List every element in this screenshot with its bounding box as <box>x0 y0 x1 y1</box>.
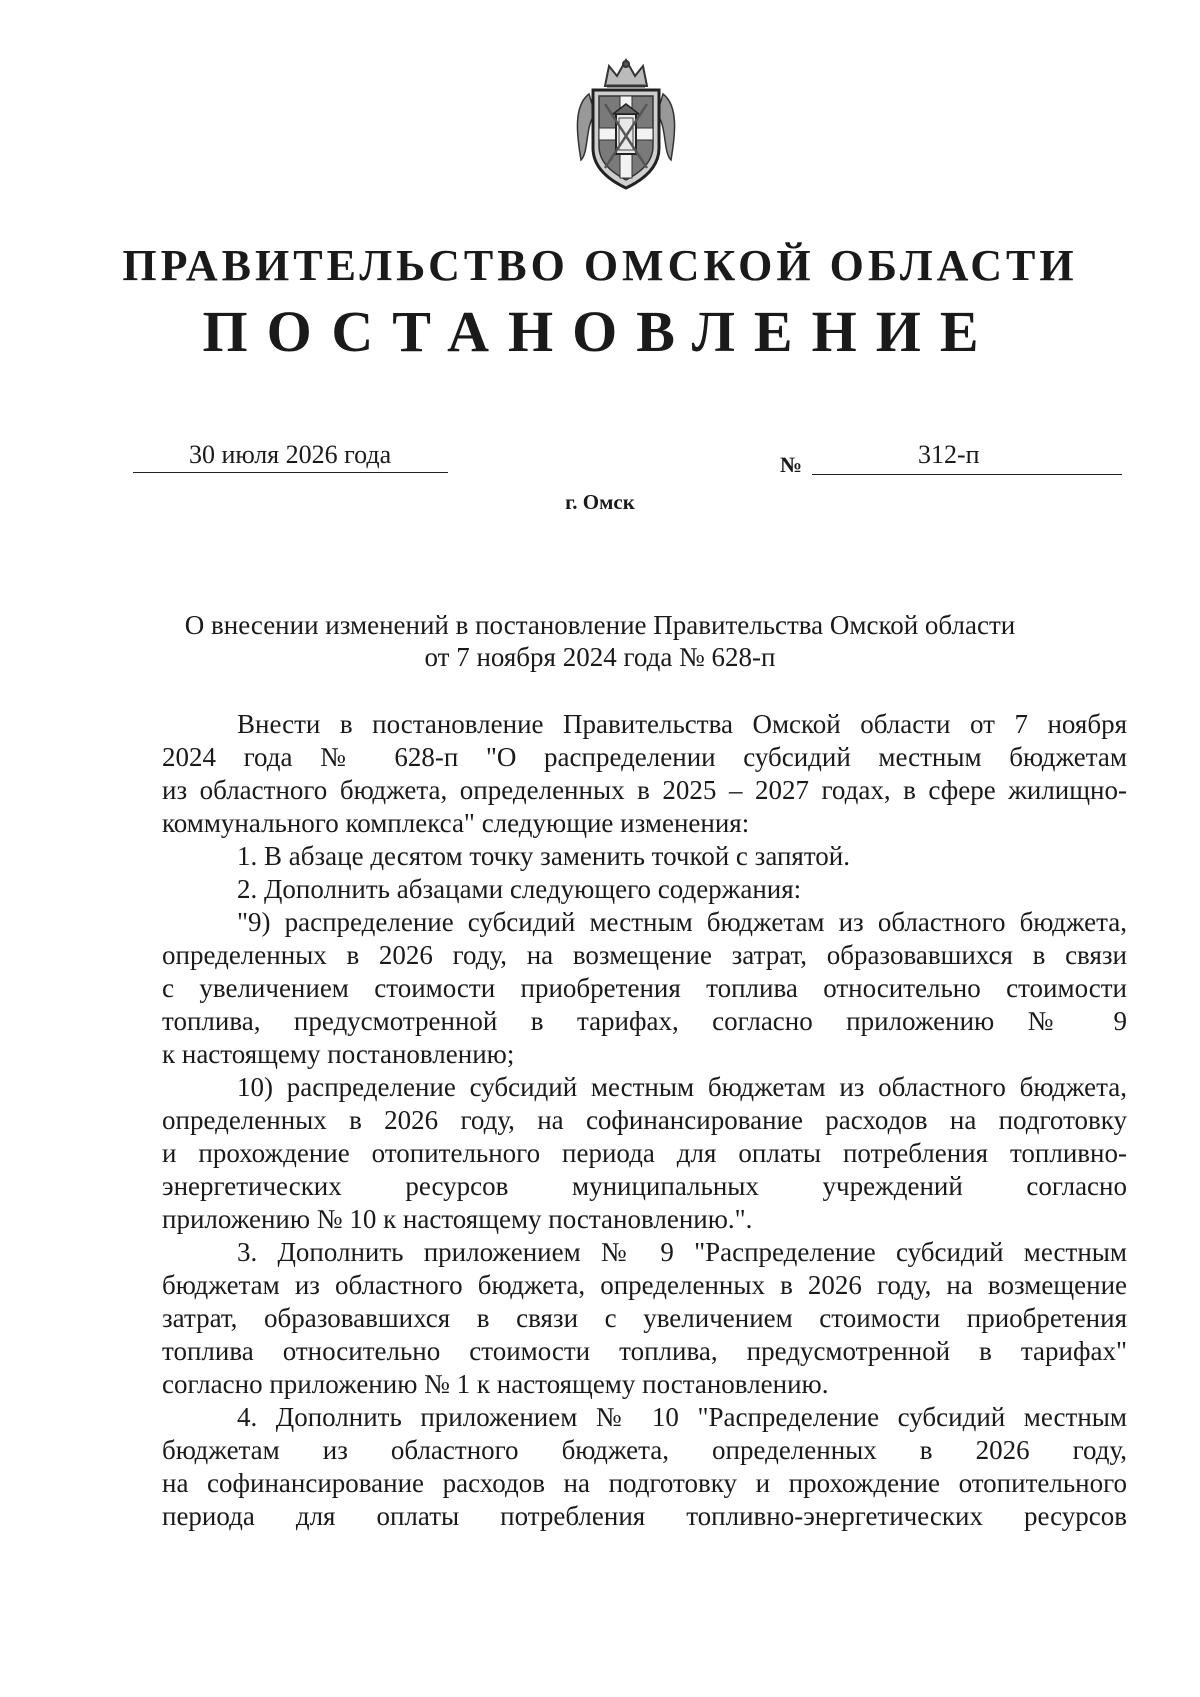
body-line: бюджетам из областного бюджета, определенных в 2026 году, <box>162 1435 1127 1465</box>
subject-line: О внесении изменений в постановление Правительства Омской области <box>184 610 1016 640</box>
body-line: из областного бюджета, определенных в 2025 – 2027 годах, в сфере жилищно- <box>162 775 1127 805</box>
body-line: приложению № 10 к настоящему постановлению.". <box>162 1204 753 1234</box>
coat-of-arms-icon <box>567 56 685 191</box>
document-number: 312-п <box>918 440 980 469</box>
body-line: с увеличением стоимости приобретения топлива относительно стоимости <box>162 973 1127 1003</box>
body-line: коммунального комплекса" следующие изменения: <box>162 808 750 838</box>
body-line: энергетических ресурсов муниципальных учреждений согласно <box>162 1171 1127 1201</box>
body-line: 1. В абзаце десятом точку заменить точкой с запятой. <box>237 841 850 871</box>
body-line: 3. Дополнить приложением № 9 "Распределение субсидий местным <box>237 1237 1127 1267</box>
body-line: 10) распределение субсидий местным бюджетам из областного бюджета, <box>237 1072 1127 1102</box>
body-line: согласно приложению № 1 к настоящему постановлению. <box>162 1369 829 1399</box>
body-line: топлива, предусмотренной в тарифах, согласно приложению № 9 <box>162 1006 1127 1036</box>
number-sign: № <box>780 452 803 477</box>
body-line: определенных в 2026 году, на возмещение затрат, образовавшихся в связи <box>162 940 1127 970</box>
body-line: затрат, образовавшихся в связи с увеличением стоимости приобретения <box>162 1303 1127 1333</box>
body-line: 2. Дополнить абзацами следующего содержания: <box>237 874 802 904</box>
date-field <box>133 440 448 473</box>
body-line: и прохождение отопительного периода для оплаты потребления топливно- <box>162 1138 1127 1168</box>
body-line: 2024 года № 628-п "О распределении субсидий местным бюджетам <box>162 742 1127 772</box>
subject-line: от 7 ноября 2024 года № 628-п <box>424 642 776 672</box>
document-date: 30 июля 2026 года <box>189 440 392 469</box>
body-line: к настоящему постановлению; <box>162 1039 515 1069</box>
body-line: "9) распределение субсидий местным бюджетам из областного бюджета, <box>237 907 1127 937</box>
city-label: г. Омск <box>565 490 635 514</box>
body-line: периода для оплаты потребления топливно-энергетических ресурсов <box>162 1501 1127 1531</box>
body-line: бюджетам из областного бюджета, определенных в 2026 году, на возмещение <box>162 1270 1127 1300</box>
body-line: Внести в постановление Правительства Омской области от 7 ноября <box>237 709 1127 739</box>
document-type-title: ПОСТАНОВЛЕНИЕ <box>202 299 998 364</box>
document-subject <box>140 609 1060 673</box>
number-field <box>812 440 1122 475</box>
body-line: на софинансирование расходов на подготовку и прохождение отопительного <box>162 1468 1127 1498</box>
body-line: 4. Дополнить приложением № 10 "Распределение субсидий местным <box>237 1402 1127 1432</box>
document-body <box>162 708 1127 1533</box>
government-title: ПРАВИТЕЛЬСТВО ОМСКОЙ ОБЛАСТИ <box>122 241 1078 290</box>
body-line: топлива относительно стоимости топлива, предусмотренной в тарифах" <box>162 1336 1127 1366</box>
body-line: определенных в 2026 году, на софинансирование расходов на подготовку <box>162 1105 1127 1135</box>
